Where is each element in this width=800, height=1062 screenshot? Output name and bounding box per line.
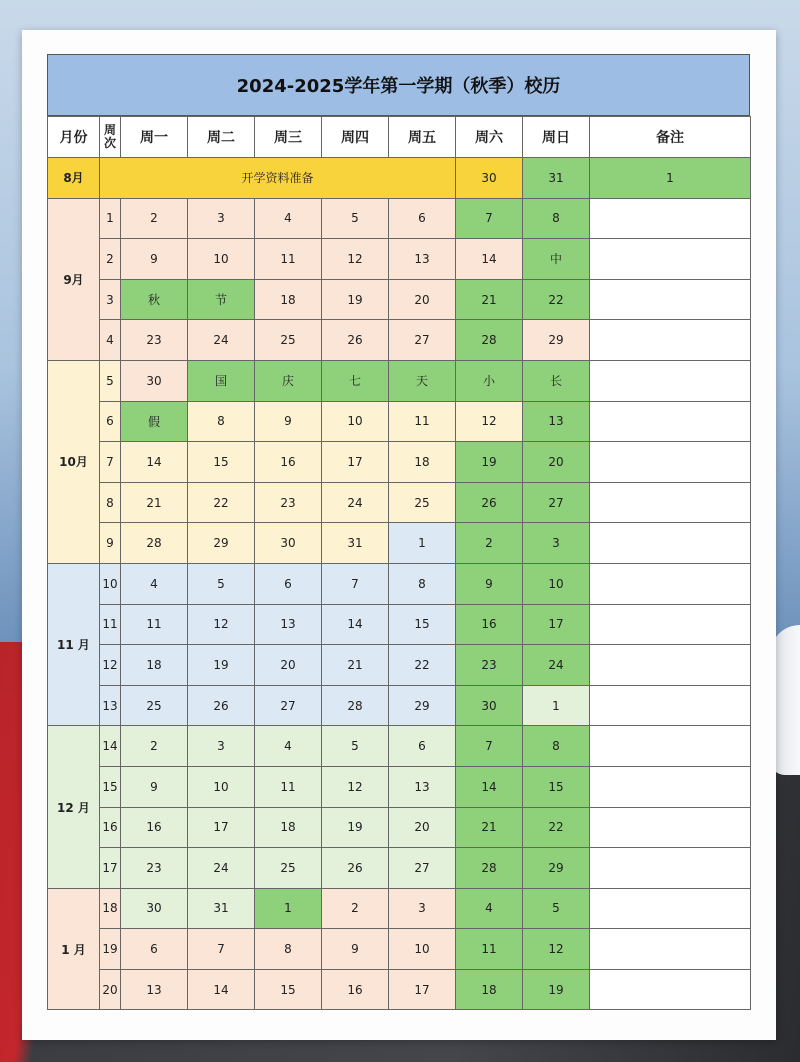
day-cell: 18 — [456, 969, 523, 1010]
table-row — [48, 360, 751, 401]
day-cell: 3 — [188, 726, 255, 767]
day-cell: 30 — [255, 523, 322, 564]
day-cell: 29 — [389, 685, 456, 726]
day-cell: 18 — [255, 279, 322, 320]
day-cell: 5 — [322, 198, 389, 239]
table-row — [48, 239, 751, 280]
day-cell: 21 — [456, 279, 523, 320]
notes-cell — [590, 929, 751, 970]
day-cell: 22 — [188, 482, 255, 523]
table-row — [48, 442, 751, 483]
day-cell: 10 — [389, 929, 456, 970]
day-cell: 23 — [456, 645, 523, 686]
day-cell: 18 — [255, 807, 322, 848]
week-no: 13 — [100, 685, 121, 726]
month-cell-nov: 11 月 — [48, 563, 100, 725]
notes-cell — [590, 685, 751, 726]
day-cell: 23 — [121, 848, 188, 889]
day-cell: 30 — [456, 685, 523, 726]
day-cell: 4 — [255, 198, 322, 239]
notes-cell — [590, 523, 751, 564]
table-row — [48, 198, 751, 239]
day-cell: 15 — [389, 604, 456, 645]
day-cell: 24 — [188, 848, 255, 889]
week-no: 17 — [100, 848, 121, 889]
day-cell: 11 — [255, 766, 322, 807]
calendar-title: 2024-2025学年第一学期（秋季）校历 — [47, 54, 750, 116]
notes-cell — [590, 969, 751, 1010]
day-cell: 1 — [523, 685, 590, 726]
day-cell: 10 — [188, 239, 255, 280]
day-cell: 26 — [322, 320, 389, 361]
day-cell: 4 — [255, 726, 322, 767]
day-cell: 8 — [255, 929, 322, 970]
day-cell: 31 — [523, 158, 590, 199]
week-no: 15 — [100, 766, 121, 807]
notes-cell — [590, 766, 751, 807]
day-cell: 15 — [255, 969, 322, 1010]
holiday-cell: 节 — [188, 279, 255, 320]
table-row — [48, 320, 751, 361]
day-cell: 9 — [322, 929, 389, 970]
table-row — [48, 645, 751, 686]
table-row — [48, 158, 751, 199]
day-cell: 24 — [188, 320, 255, 361]
day-cell: 23 — [255, 482, 322, 523]
notes-cell — [590, 888, 751, 929]
day-cell: 30 — [121, 888, 188, 929]
week-no: 10 — [100, 563, 121, 604]
table-row — [48, 279, 751, 320]
holiday-cell: 国 — [188, 360, 255, 401]
day-cell: 26 — [322, 848, 389, 889]
day-cell: 8 — [523, 726, 590, 767]
week-no: 12 — [100, 645, 121, 686]
month-cell-oct: 10月 — [48, 360, 100, 563]
day-cell: 16 — [121, 807, 188, 848]
holiday-cell: 秋 — [121, 279, 188, 320]
table-row — [48, 969, 751, 1010]
day-cell: 16 — [255, 442, 322, 483]
notes-cell — [590, 401, 751, 442]
day-cell: 6 — [389, 198, 456, 239]
day-cell: 27 — [389, 320, 456, 361]
month-cell-sep: 9月 — [48, 198, 100, 360]
day-cell: 28 — [456, 320, 523, 361]
notes-cell — [590, 239, 751, 280]
day-cell: 2 — [322, 888, 389, 929]
holiday-cell: 七 — [322, 360, 389, 401]
day-cell: 28 — [456, 848, 523, 889]
notes-cell — [590, 563, 751, 604]
header-thu: 周四 — [322, 117, 389, 158]
week-no: 16 — [100, 807, 121, 848]
day-cell: 19 — [456, 442, 523, 483]
day-cell: 25 — [255, 320, 322, 361]
day-cell: 30 — [456, 158, 523, 199]
day-cell: 18 — [389, 442, 456, 483]
day-cell: 31 — [188, 888, 255, 929]
header-sat: 周六 — [456, 117, 523, 158]
header-wed: 周三 — [255, 117, 322, 158]
week-no: 1 — [100, 198, 121, 239]
day-cell: 25 — [121, 685, 188, 726]
day-cell: 27 — [389, 848, 456, 889]
day-cell: 6 — [255, 563, 322, 604]
holiday-cell: 假 — [121, 401, 188, 442]
table-row — [48, 726, 751, 767]
week-no: 20 — [100, 969, 121, 1010]
table-row — [48, 929, 751, 970]
week-no: 2 — [100, 239, 121, 280]
day-cell: 30 — [121, 360, 188, 401]
month-cell-dec: 12 月 — [48, 726, 100, 888]
day-cell: 9 — [255, 401, 322, 442]
day-cell: 20 — [389, 279, 456, 320]
table-row — [48, 807, 751, 848]
day-cell: 31 — [322, 523, 389, 564]
day-cell: 20 — [255, 645, 322, 686]
notes-cell — [590, 848, 751, 889]
day-cell: 4 — [456, 888, 523, 929]
day-cell: 24 — [322, 482, 389, 523]
day-cell: 8 — [188, 401, 255, 442]
week-no: 6 — [100, 401, 121, 442]
day-cell: 5 — [523, 888, 590, 929]
header-sun: 周日 — [523, 117, 590, 158]
table-row — [48, 685, 751, 726]
day-cell: 21 — [456, 807, 523, 848]
day-cell: 9 — [121, 766, 188, 807]
day-cell: 14 — [456, 239, 523, 280]
day-cell: 12 — [456, 401, 523, 442]
day-cell: 25 — [255, 848, 322, 889]
day-cell: 2 — [121, 198, 188, 239]
notes-cell — [590, 198, 751, 239]
week-no: 18 — [100, 888, 121, 929]
day-cell: 26 — [456, 482, 523, 523]
week-no: 7 — [100, 442, 121, 483]
table-row — [48, 401, 751, 442]
table-row — [48, 604, 751, 645]
week-no: 19 — [100, 929, 121, 970]
day-cell: 14 — [121, 442, 188, 483]
day-cell: 7 — [322, 563, 389, 604]
holiday-cell: 庆 — [255, 360, 322, 401]
holiday-cell: 中 — [523, 239, 590, 280]
day-cell: 4 — [121, 563, 188, 604]
week-no: 3 — [100, 279, 121, 320]
day-cell: 20 — [523, 442, 590, 483]
table-row — [48, 888, 751, 929]
day-cell: 27 — [523, 482, 590, 523]
notes-cell — [590, 645, 751, 686]
day-cell: 17 — [322, 442, 389, 483]
day-cell: 27 — [255, 685, 322, 726]
day-cell: 25 — [389, 482, 456, 523]
notes-cell — [590, 279, 751, 320]
day-cell: 16 — [322, 969, 389, 1010]
day-cell: 11 — [389, 401, 456, 442]
day-cell: 11 — [121, 604, 188, 645]
day-cell: 19 — [322, 807, 389, 848]
day-cell: 22 — [389, 645, 456, 686]
header-mon: 周一 — [121, 117, 188, 158]
day-cell: 14 — [322, 604, 389, 645]
week-no: 11 — [100, 604, 121, 645]
day-cell: 2 — [121, 726, 188, 767]
day-cell: 5 — [188, 563, 255, 604]
day-cell: 18 — [121, 645, 188, 686]
day-cell: 15 — [523, 766, 590, 807]
week-no: 8 — [100, 482, 121, 523]
holiday-cell: 天 — [389, 360, 456, 401]
day-cell: 10 — [523, 563, 590, 604]
day-cell: 9 — [121, 239, 188, 280]
week-no: 9 — [100, 523, 121, 564]
notes-cell — [590, 726, 751, 767]
day-cell: 21 — [121, 482, 188, 523]
day-cell: 12 — [322, 239, 389, 280]
day-cell: 12 — [188, 604, 255, 645]
day-cell: 28 — [121, 523, 188, 564]
day-cell: 20 — [389, 807, 456, 848]
day-cell: 29 — [523, 848, 590, 889]
day-cell: 19 — [322, 279, 389, 320]
week-no: 4 — [100, 320, 121, 361]
day-cell: 3 — [389, 888, 456, 929]
notes-cell — [590, 482, 751, 523]
table-row — [48, 523, 751, 564]
notes-cell — [590, 360, 751, 401]
day-cell: 7 — [456, 198, 523, 239]
day-cell: 8 — [389, 563, 456, 604]
day-cell: 15 — [188, 442, 255, 483]
notes-cell — [590, 604, 751, 645]
day-cell: 13 — [255, 604, 322, 645]
week-no: 14 — [100, 726, 121, 767]
day-cell: 14 — [456, 766, 523, 807]
day-cell: 3 — [188, 198, 255, 239]
day-cell: 1 — [389, 523, 456, 564]
day-cell: 12 — [523, 929, 590, 970]
day-cell: 16 — [456, 604, 523, 645]
header-fri: 周五 — [389, 117, 456, 158]
day-cell: 10 — [322, 401, 389, 442]
holiday-cell: 长 — [523, 360, 590, 401]
day-cell: 13 — [389, 239, 456, 280]
month-cell-jan: 1 月 — [48, 888, 100, 1010]
holiday-cell: 1 — [255, 888, 322, 929]
day-cell: 24 — [523, 645, 590, 686]
day-cell: 19 — [188, 645, 255, 686]
day-cell: 22 — [523, 807, 590, 848]
day-cell: 29 — [523, 320, 590, 361]
header-row — [48, 117, 751, 158]
day-cell: 8 — [523, 198, 590, 239]
day-cell: 7 — [188, 929, 255, 970]
header-tue: 周二 — [188, 117, 255, 158]
day-cell: 11 — [456, 929, 523, 970]
day-cell: 17 — [523, 604, 590, 645]
notes-cell — [590, 442, 751, 483]
day-cell: 14 — [188, 969, 255, 1010]
prep-cell: 开学资料准备 — [100, 158, 456, 199]
day-cell: 10 — [188, 766, 255, 807]
day-cell: 2 — [456, 523, 523, 564]
day-cell: 6 — [389, 726, 456, 767]
header-week: 周次 — [100, 117, 121, 158]
day-cell: 22 — [523, 279, 590, 320]
day-cell: 1 — [590, 158, 751, 199]
day-cell: 26 — [188, 685, 255, 726]
day-cell: 6 — [121, 929, 188, 970]
day-cell: 28 — [322, 685, 389, 726]
day-cell: 23 — [121, 320, 188, 361]
day-cell: 11 — [255, 239, 322, 280]
day-cell: 3 — [523, 523, 590, 564]
notes-cell — [590, 807, 751, 848]
day-cell: 5 — [322, 726, 389, 767]
day-cell: 29 — [188, 523, 255, 564]
table-row — [48, 482, 751, 523]
day-cell: 19 — [523, 969, 590, 1010]
day-cell: 17 — [389, 969, 456, 1010]
day-cell: 7 — [456, 726, 523, 767]
week-no: 5 — [100, 360, 121, 401]
table-row — [48, 563, 751, 604]
day-cell: 13 — [121, 969, 188, 1010]
table-row — [48, 766, 751, 807]
notes-cell — [590, 320, 751, 361]
school-calendar-table — [47, 116, 751, 1010]
day-cell: 13 — [523, 401, 590, 442]
month-cell-aug: 8月 — [48, 158, 100, 199]
day-cell: 12 — [322, 766, 389, 807]
day-cell: 21 — [322, 645, 389, 686]
header-month: 月份 — [48, 117, 100, 158]
holiday-cell: 小 — [456, 360, 523, 401]
table-row — [48, 848, 751, 889]
header-notes: 备注 — [590, 117, 751, 158]
day-cell: 9 — [456, 563, 523, 604]
day-cell: 17 — [188, 807, 255, 848]
day-cell: 13 — [389, 766, 456, 807]
